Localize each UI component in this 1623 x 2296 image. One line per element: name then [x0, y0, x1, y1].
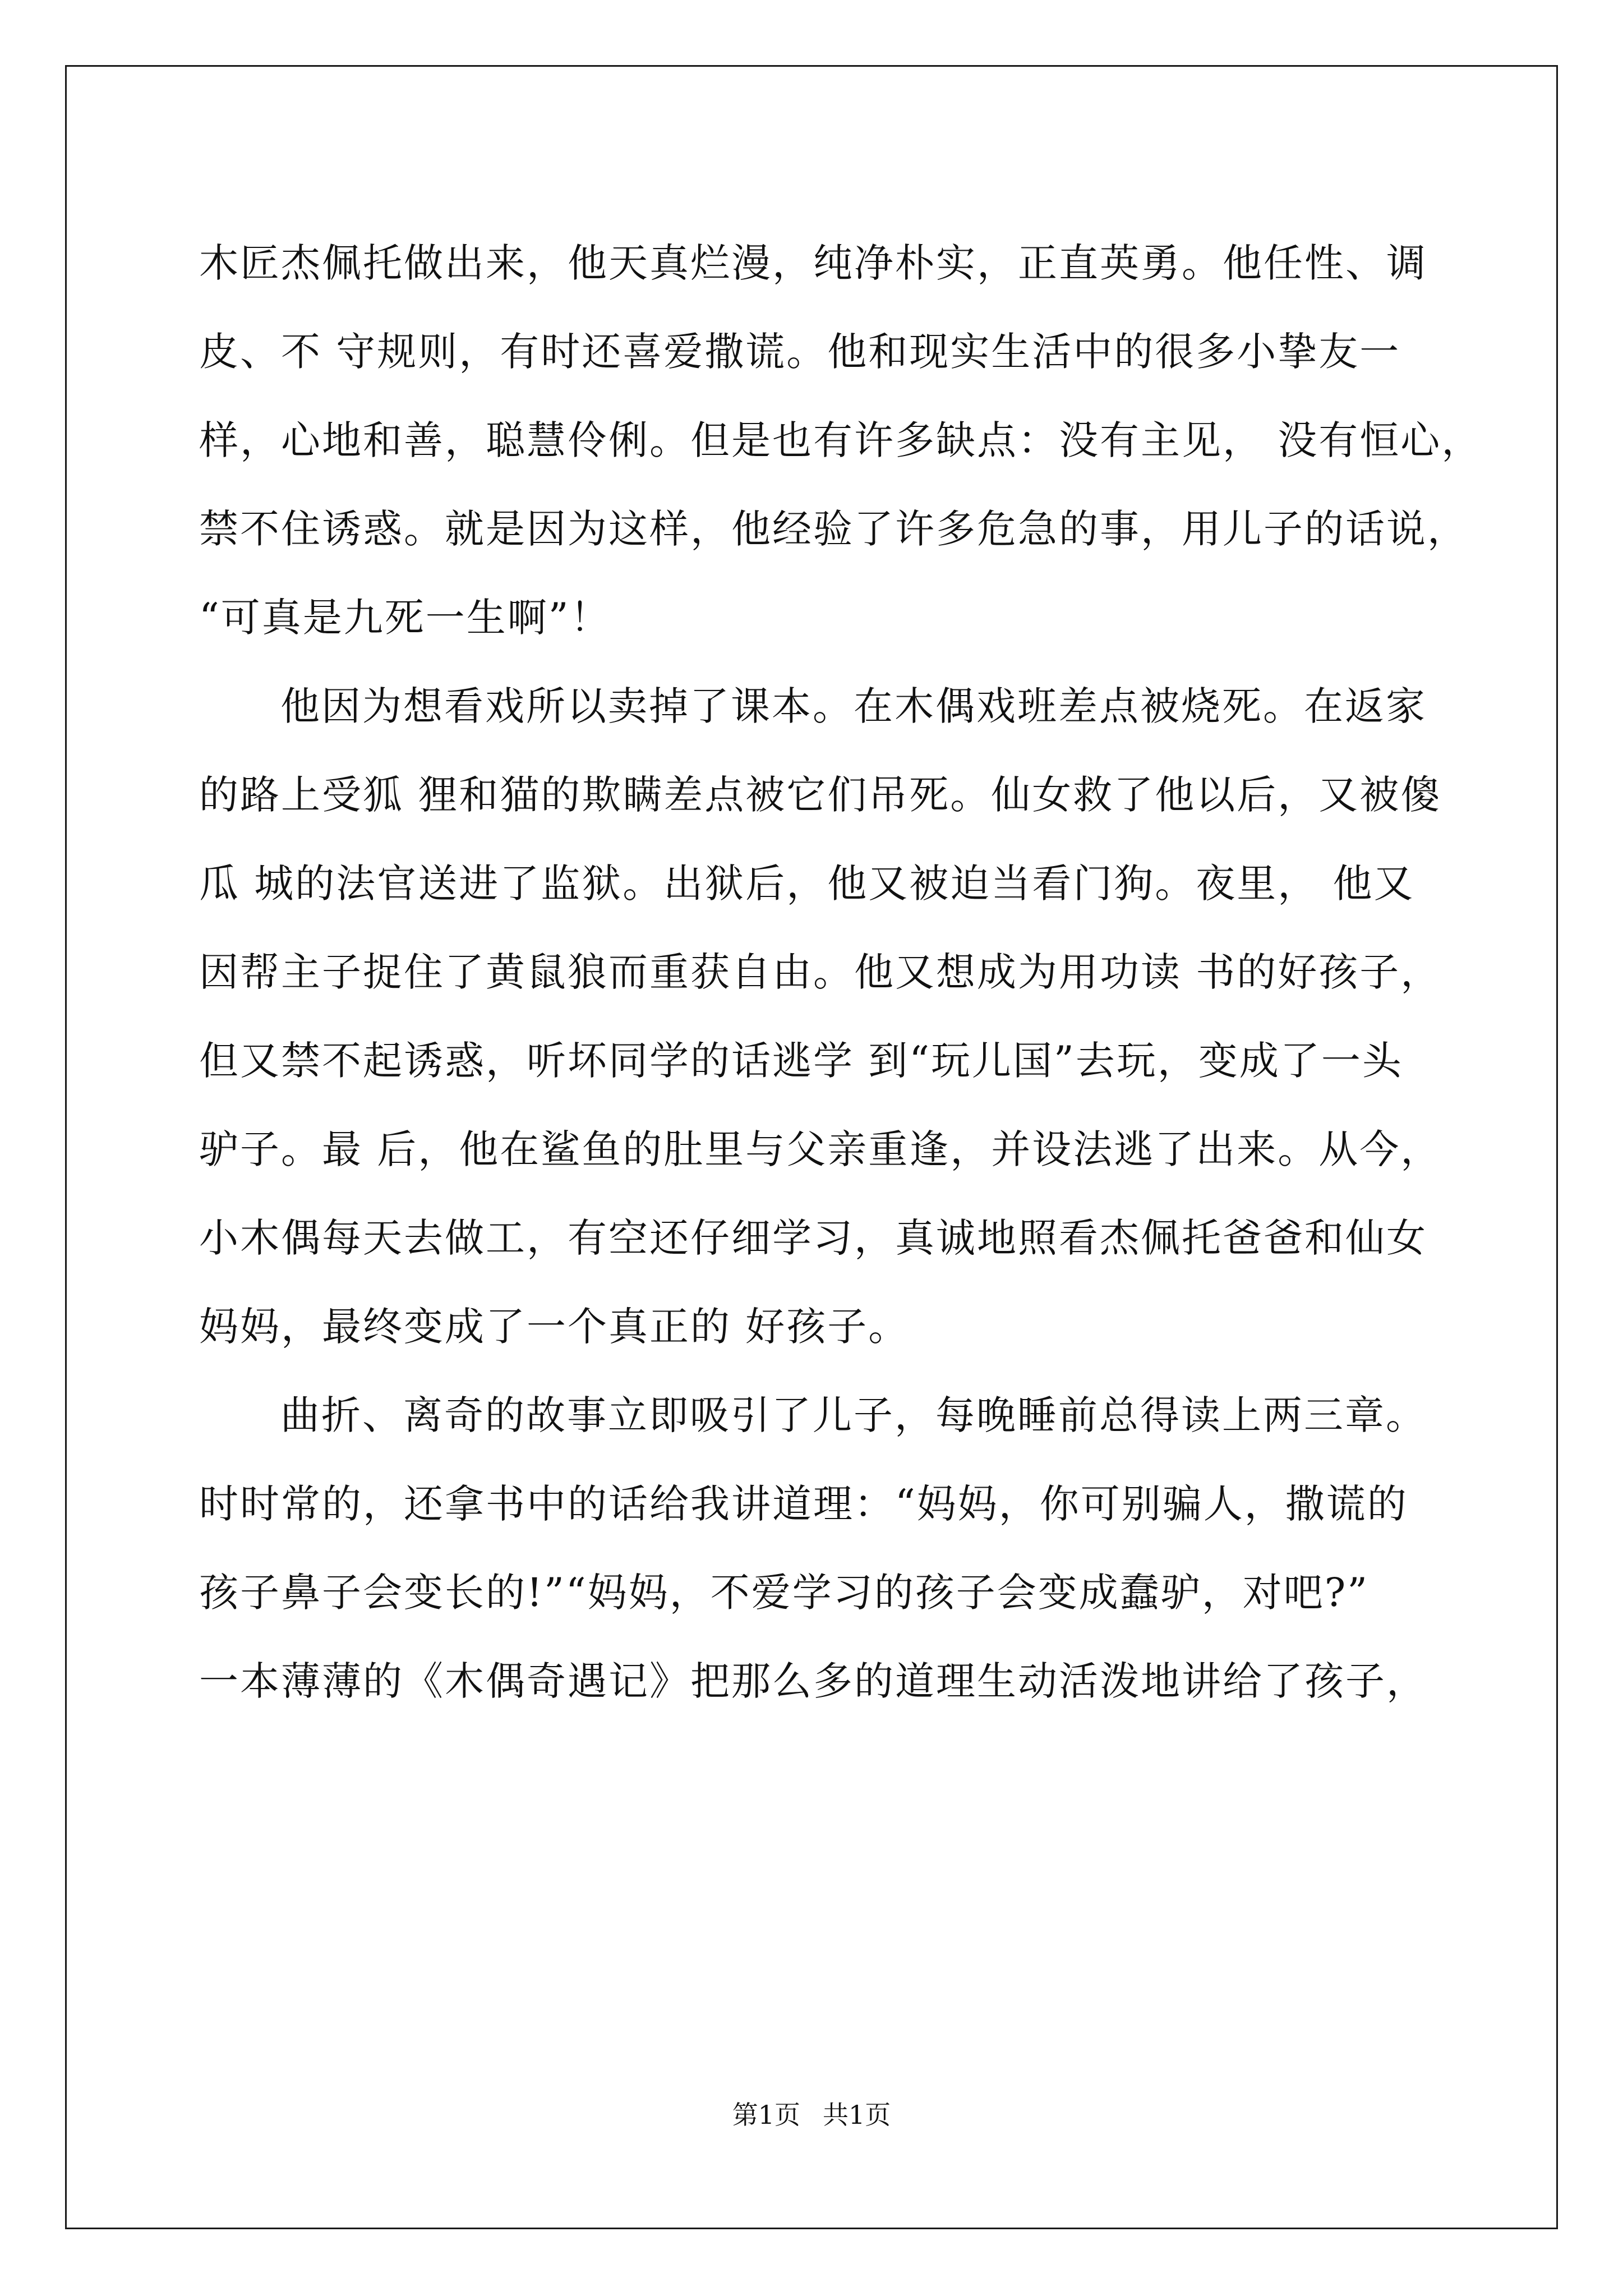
page-footer [0, 2098, 1623, 2132]
page-total: 共1页 [823, 2100, 891, 2130]
text-line: 禁不住诱惑。就是因为这样，他经验了许多危急的事，用儿子的话说， [199, 506, 1468, 552]
text-line: 因帮主子捉住了黄鼠狼而重获自由。他又想成为用功读 书的好孩子， [199, 949, 1442, 995]
text-line: 木匠杰佩托做出来，他天真烂漫，纯净朴实，正直英勇。他任性、调 [199, 240, 1427, 286]
text-line: 皮、不 守规则，有时还喜爱撒谎。他和现实生活中的很多小挚友一 [199, 329, 1401, 375]
page-number: 第1页 [732, 2100, 800, 2130]
text-line: “可真是九死一生啊”！ [199, 595, 611, 641]
paragraph-first-line: 曲折、离奇的故事立即吸引了儿子，每晚睡前总得读上两三章。 [280, 1392, 1427, 1438]
text-line: 小木偶每天去做工，有空还仔细学习，真诚地照看杰佩托爸爸和仙女 [199, 1215, 1427, 1261]
text-line: 但又禁不起诱惑，听坏同学的话逃学 到“玩儿国”去玩，变成了一头 [199, 1038, 1403, 1084]
text-line: 孩子鼻子会变长的!”“妈妈，不爱学习的孩子会变成蠢驴，对吧?” [199, 1570, 1370, 1616]
text-line: 一本薄薄的《木偶奇遇记》把那么多的道理生动活泼地讲给了孩子， [199, 1658, 1427, 1704]
text-line: 瓜 城的法官送进了监狱。出狱后，他又被迫当看门狗。夜里， 他又 [199, 861, 1415, 907]
text-line: 驴子。最 后，他在鲨鱼的肚里与父亲重逢，并设法逃了出来。从今， [199, 1126, 1442, 1172]
text-line: 妈妈，最终变成了一个真正的 好孩子。 [199, 1304, 910, 1350]
paragraph-first-line: 他因为想看戏所以卖掉了课本。在木偶戏班差点被烧死。在返家 [280, 683, 1427, 729]
document-body [199, 219, 1483, 1726]
text-line: 的路上受狐 狸和猫的欺瞒差点被它们吊死。仙女救了他以后，又被傻 [199, 772, 1442, 818]
text-line: 时时常的，还拿书中的话给我讲道理：“妈妈，你可别骗人，撒谎的 [199, 1481, 1408, 1527]
text-line: 样，心地和善，聪慧伶俐。但是也有许多缺点：没有主见， 没有恒心， [199, 417, 1483, 463]
